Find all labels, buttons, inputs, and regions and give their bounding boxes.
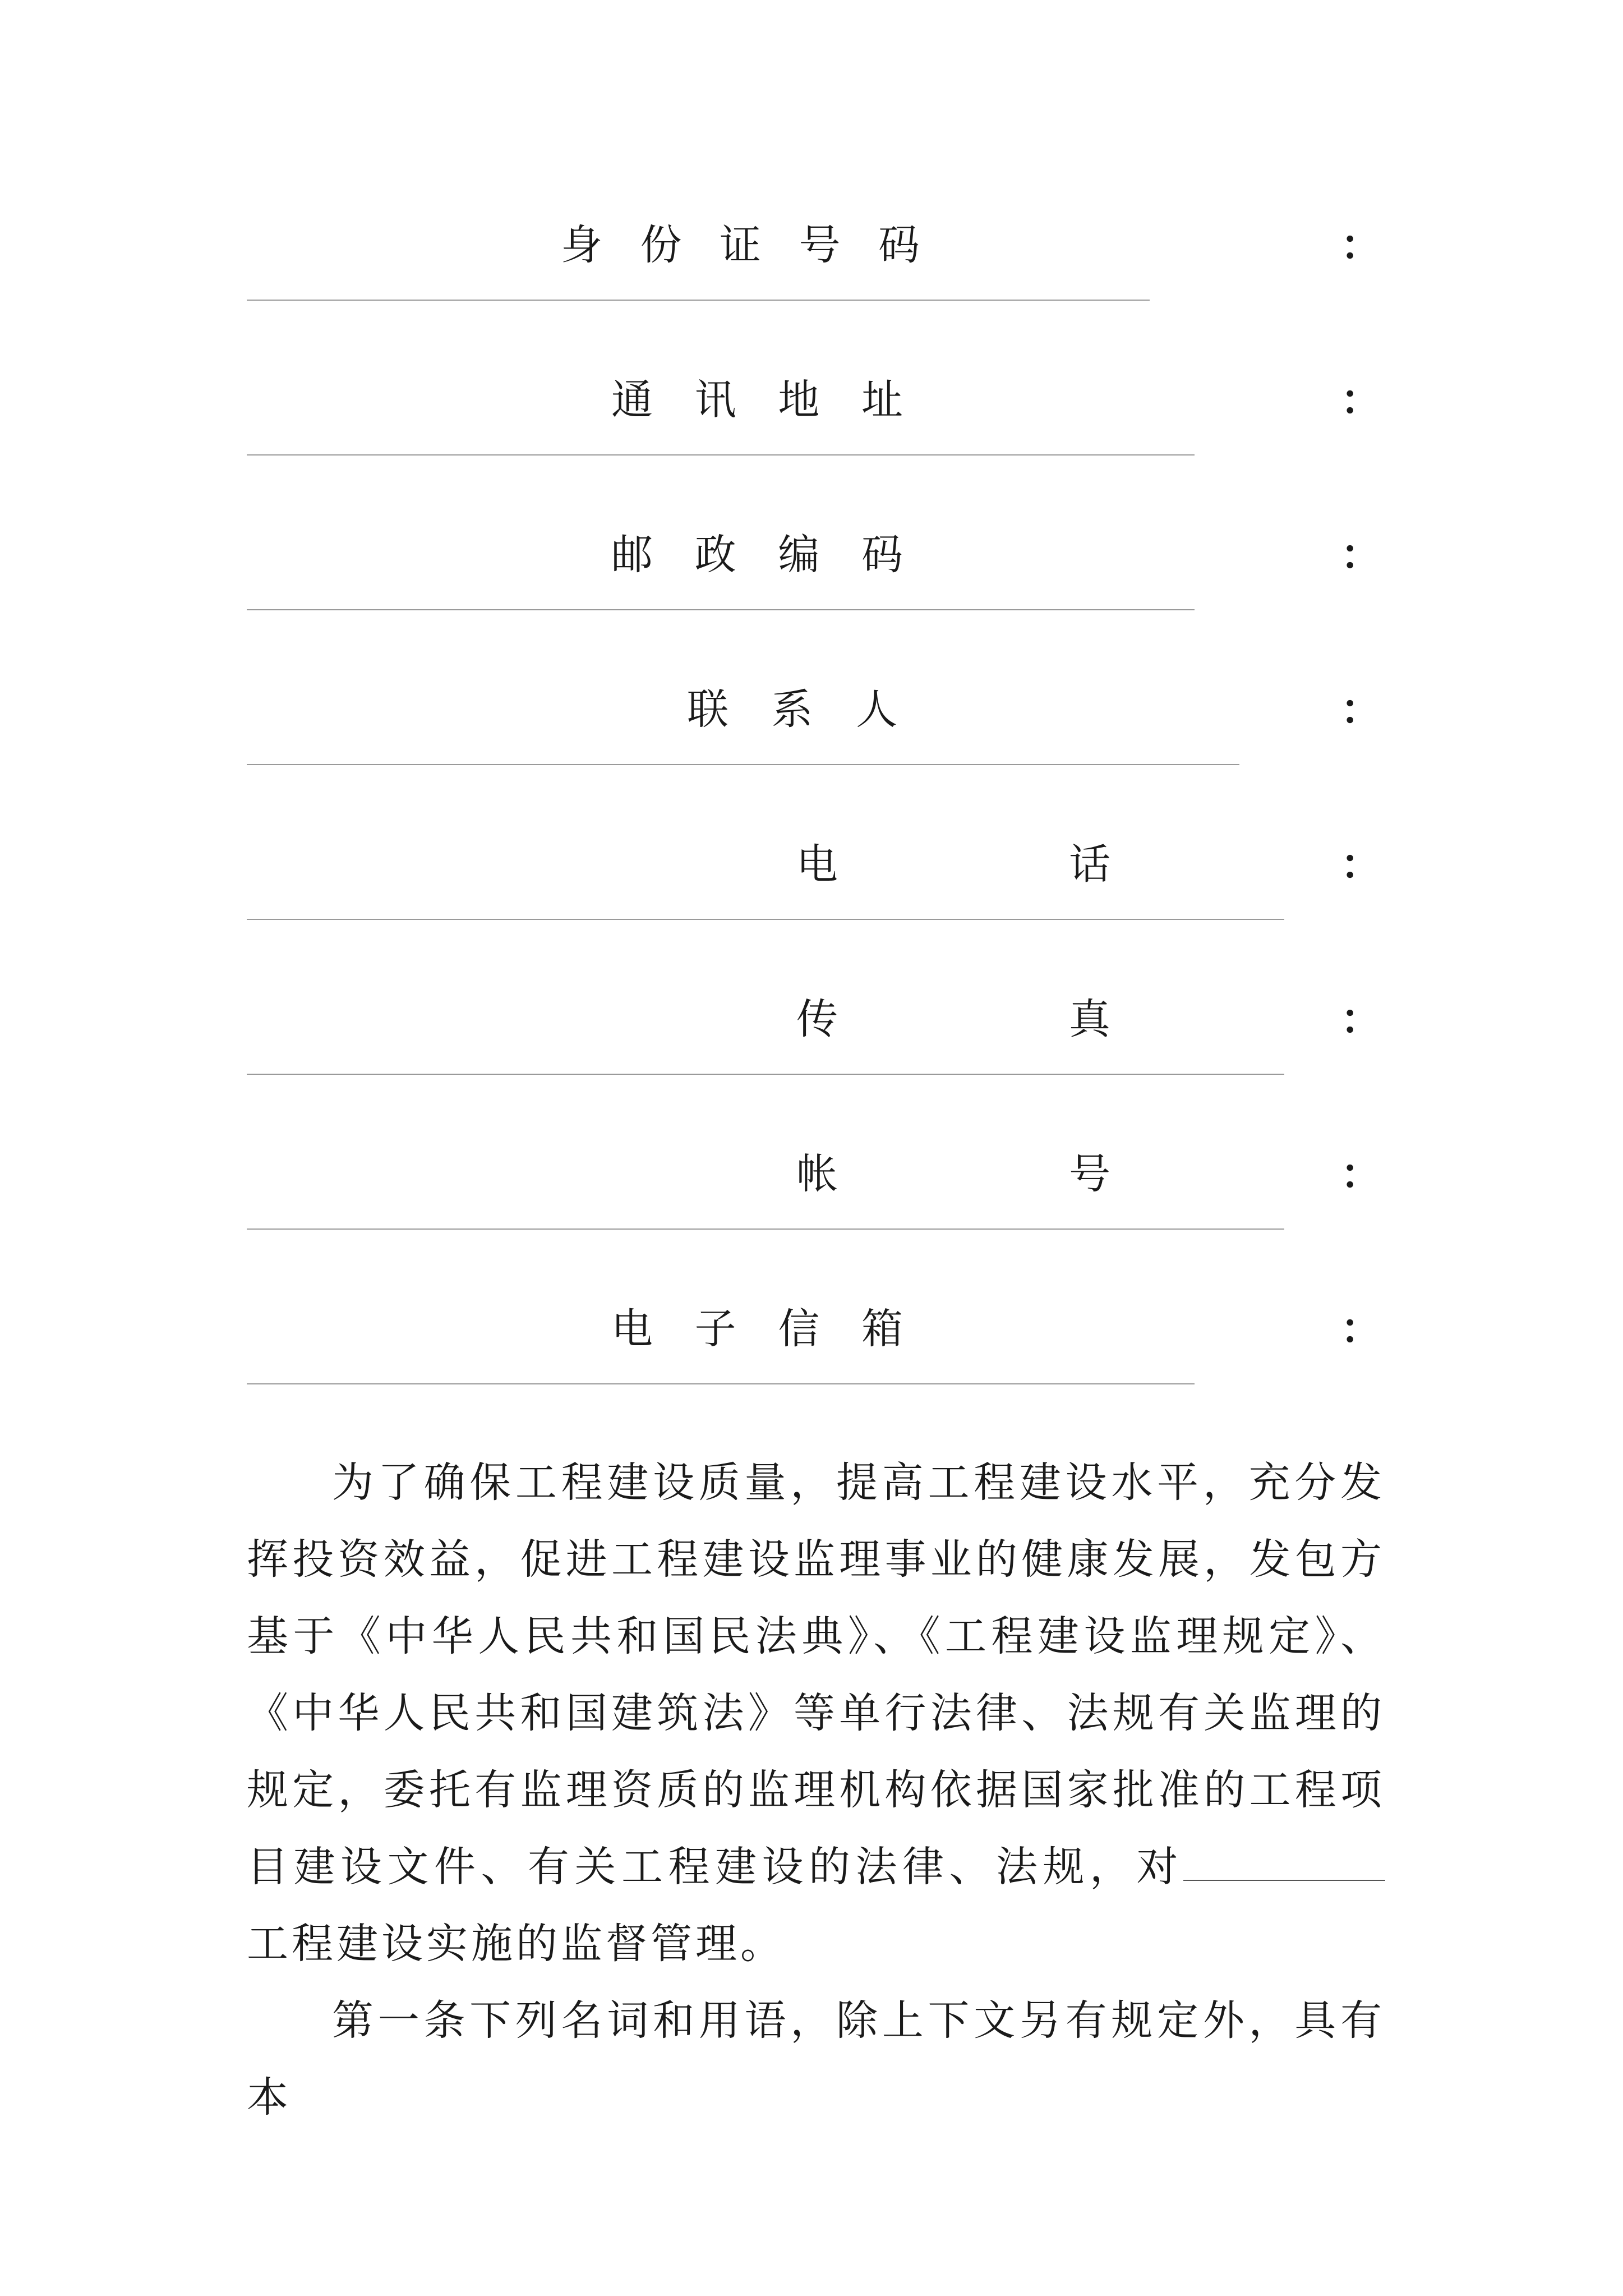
- email-label: [611, 1287, 903, 1371]
- label-char: 人: [856, 685, 897, 734]
- label-char: 号: [1069, 1150, 1110, 1198]
- label-char: 号: [799, 221, 841, 269]
- label-char: 码: [878, 221, 920, 269]
- label-char: 子: [694, 1305, 736, 1353]
- label-char: 地: [778, 376, 820, 424]
- postcode-input-line[interactable]: [247, 609, 1195, 610]
- label-char: 联: [687, 685, 728, 734]
- fax-field: [247, 977, 1382, 1132]
- label-char: 话: [1069, 840, 1110, 889]
- label-char: 邮: [611, 531, 653, 579]
- colon: ：: [1340, 376, 1382, 424]
- label-char: 信: [778, 1305, 820, 1353]
- phone-label: [796, 822, 1110, 907]
- id-number-field: [247, 203, 1382, 358]
- label-char: 箱: [861, 1305, 903, 1353]
- address-input-line[interactable]: [247, 454, 1195, 455]
- label-char: 传: [796, 995, 838, 1043]
- colon: ：: [1340, 1305, 1382, 1353]
- label-char: 通: [611, 376, 653, 424]
- label-char: 身: [561, 221, 602, 269]
- label-char: 电: [796, 840, 838, 889]
- email-input-line[interactable]: [247, 1383, 1195, 1384]
- label-char: 帐: [796, 1150, 838, 1198]
- preamble-paragraph: [247, 1444, 1385, 1982]
- label-char: 政: [694, 531, 736, 579]
- label-char: 份: [640, 221, 682, 269]
- colon: ：: [1340, 221, 1382, 269]
- colon: ：: [1340, 531, 1382, 579]
- colon: ：: [1340, 840, 1382, 889]
- account-field: [247, 1132, 1382, 1287]
- fax-input-line[interactable]: [247, 1074, 1284, 1075]
- project-name-blank[interactable]: [1183, 1846, 1385, 1881]
- contact-label: [687, 668, 897, 752]
- postcode-field: [247, 513, 1382, 668]
- article-one-paragraph: 第一条下列名词和用语，除上下文另有规定外，具有本: [247, 1996, 1385, 2122]
- colon: ：: [1340, 1150, 1382, 1198]
- label-char: 码: [861, 531, 903, 579]
- address-label: [611, 358, 903, 442]
- label-char: 讯: [694, 376, 736, 424]
- contact-input-line[interactable]: [247, 764, 1239, 765]
- phone-input-line[interactable]: [247, 919, 1284, 920]
- preamble-text-before-blank: 为了确保工程建设质量，提高工程建设水平，充分发挥投资效益，促进工程建设监理事业的健康发展，发包方基于《中华人民共和国民法典》、《工程建设监理规定》、《中华人民共和国建筑法》等单行法律、法规有关监理的规定，委托有监理资质的监理机构依据国家批准的工程项目建设文件、有关工程建设的法律、法规，对: [247, 1458, 1385, 1891]
- contact-field: [247, 668, 1382, 822]
- account-label: [796, 1132, 1110, 1216]
- postcode-label: [611, 513, 903, 597]
- id-number-input-line[interactable]: [247, 300, 1150, 301]
- label-char: 真: [1069, 995, 1110, 1043]
- address-field: [247, 358, 1382, 513]
- fax-label: [796, 977, 1110, 1061]
- colon: ：: [1340, 995, 1382, 1043]
- label-char: 电: [611, 1305, 653, 1353]
- label-char: 证: [720, 221, 761, 269]
- label-char: 址: [861, 376, 903, 424]
- preamble-text-after-blank: 工程建设实施的监督管理。: [247, 1920, 785, 1968]
- body-text: [247, 1444, 1385, 2136]
- phone-field: [247, 822, 1382, 977]
- colon: ：: [1340, 685, 1382, 734]
- id-number-label: [561, 203, 920, 287]
- account-input-line[interactable]: [247, 1228, 1284, 1230]
- label-char: 系: [771, 685, 813, 734]
- email-field: [247, 1287, 1382, 1442]
- label-char: 编: [778, 531, 820, 579]
